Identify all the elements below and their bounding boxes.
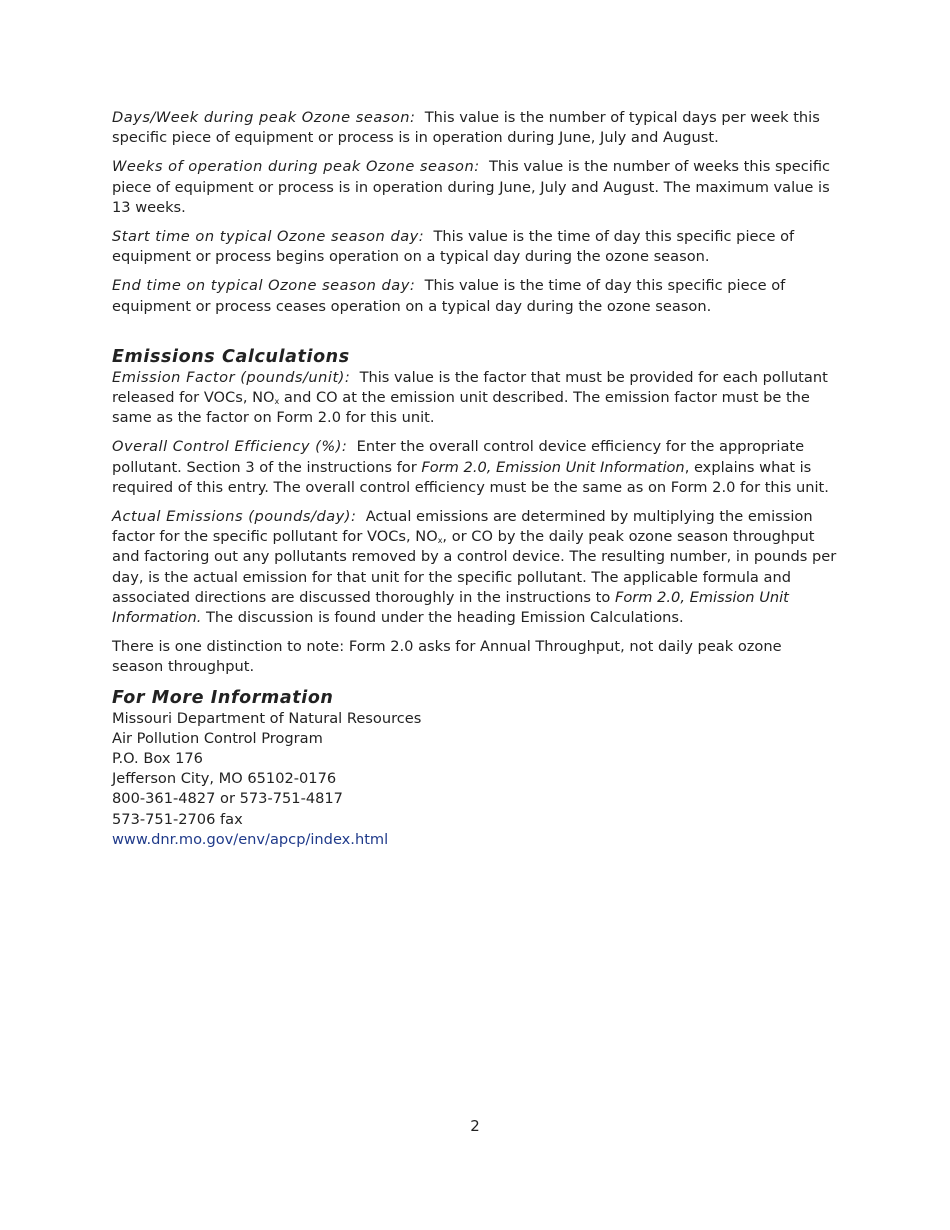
control-efficiency-paragraph: [112, 437, 837, 498]
contact-line: Jefferson City, MO 65102-0176: [112, 770, 337, 788]
actual-emissions-text-c: The discussion is found under the heading Emission Calculations.: [201, 609, 684, 627]
nox-subscript: x: [274, 397, 280, 407]
emission-factor-text-a: This value is the factor that must be provided for each pollutant released for VOCs, NO: [112, 368, 828, 407]
contact-line: Air Pollution Control Program: [112, 729, 323, 747]
actual-emissions-text-b: , or CO by the daily peak ozone season throughput and factoring out any pollutants removed by a control device. The resulting number, in pounds per day, is the actual emission for that unit for the specific pollutant. The applicable formula and associated directions are discussed thoroughly in the instructions to: [112, 528, 837, 606]
contact-line: 800-361-4827 or 573-751-4817: [112, 790, 343, 808]
weeks-paragraph: [112, 157, 837, 218]
emission-factor-text-b: and CO at the emission unit described. The emission factor must be the same as the factor on Form 2.0 for this unit.: [112, 389, 810, 427]
emission-factor-term: Emission Factor (pounds/unit):: [112, 368, 351, 386]
weeks-term: Weeks of operation during peak Ozone season:: [112, 158, 480, 176]
actual-emissions-paragraph: [112, 507, 837, 628]
distinction-paragraph: There is one distinction to note: Form 2.0 asks for Annual Throughput, not daily peak ozone season throughput.: [112, 638, 782, 676]
document-body: [112, 108, 837, 850]
start-time-text: This value is the time of day this specific piece of equipment or process begins operation on a typical day during the ozone season.: [112, 228, 795, 266]
contact-line: 573-751-2706 fax: [112, 810, 243, 828]
control-efficiency-text-a: Enter the overall control device efficiency for the appropriate pollutant. Section 3 of the instructions for: [112, 438, 805, 476]
days-week-text: This value is the number of typical days per week this specific piece of equipment or process is in operation during June, July and August.: [112, 109, 820, 147]
website-link[interactable]: www.dnr.mo.gov/env/apcp/index.html: [112, 830, 389, 848]
end-time-paragraph: [112, 276, 837, 316]
weeks-text: This value is the number of weeks this specific piece of equipment or process is in operation during June, July and August. The maximum value is 13 weeks.: [112, 158, 831, 216]
days-week-paragraph: [112, 108, 837, 148]
days-week-term: Days/Week during peak Ozone season:: [112, 109, 416, 126]
emissions-calculations-heading: Emissions Calculations: [112, 346, 350, 367]
start-time-term: Start time on typical Ozone season day:: [112, 228, 425, 246]
emission-factor-paragraph: [112, 368, 837, 429]
page-number: 2: [470, 1117, 480, 1135]
nox-subscript: x: [437, 536, 443, 546]
actual-emissions-term: Actual Emissions (pounds/day):: [112, 508, 357, 526]
form-reference: Form 2.0, Emission Unit Information.: [112, 588, 789, 627]
contact-line: Missouri Department of Natural Resources: [112, 709, 422, 727]
end-time-term: End time on typical Ozone season day:: [112, 277, 416, 295]
contact-block: [112, 709, 837, 850]
form-reference: Form 2.0, Emission Unit Information: [421, 458, 685, 476]
start-time-paragraph: [112, 227, 837, 267]
actual-emissions-text-a: Actual emissions are determined by multiplying the emission factor for the specific pollutant for VOCs, NO: [112, 508, 813, 546]
control-efficiency-text-b: , explains what is required of this entry. The overall control efficiency must be the same as on Form 2.0 for this unit.: [112, 458, 829, 496]
section-spacer: [112, 326, 837, 346]
control-efficiency-term: Overall Control Efficiency (%):: [112, 438, 348, 456]
more-information-heading: For More Information: [112, 687, 334, 708]
end-time-text: This value is the time of day this specific piece of equipment or process ceases operation on a typical day during the ozone season.: [112, 277, 786, 315]
contact-line: P.O. Box 176: [112, 750, 203, 768]
